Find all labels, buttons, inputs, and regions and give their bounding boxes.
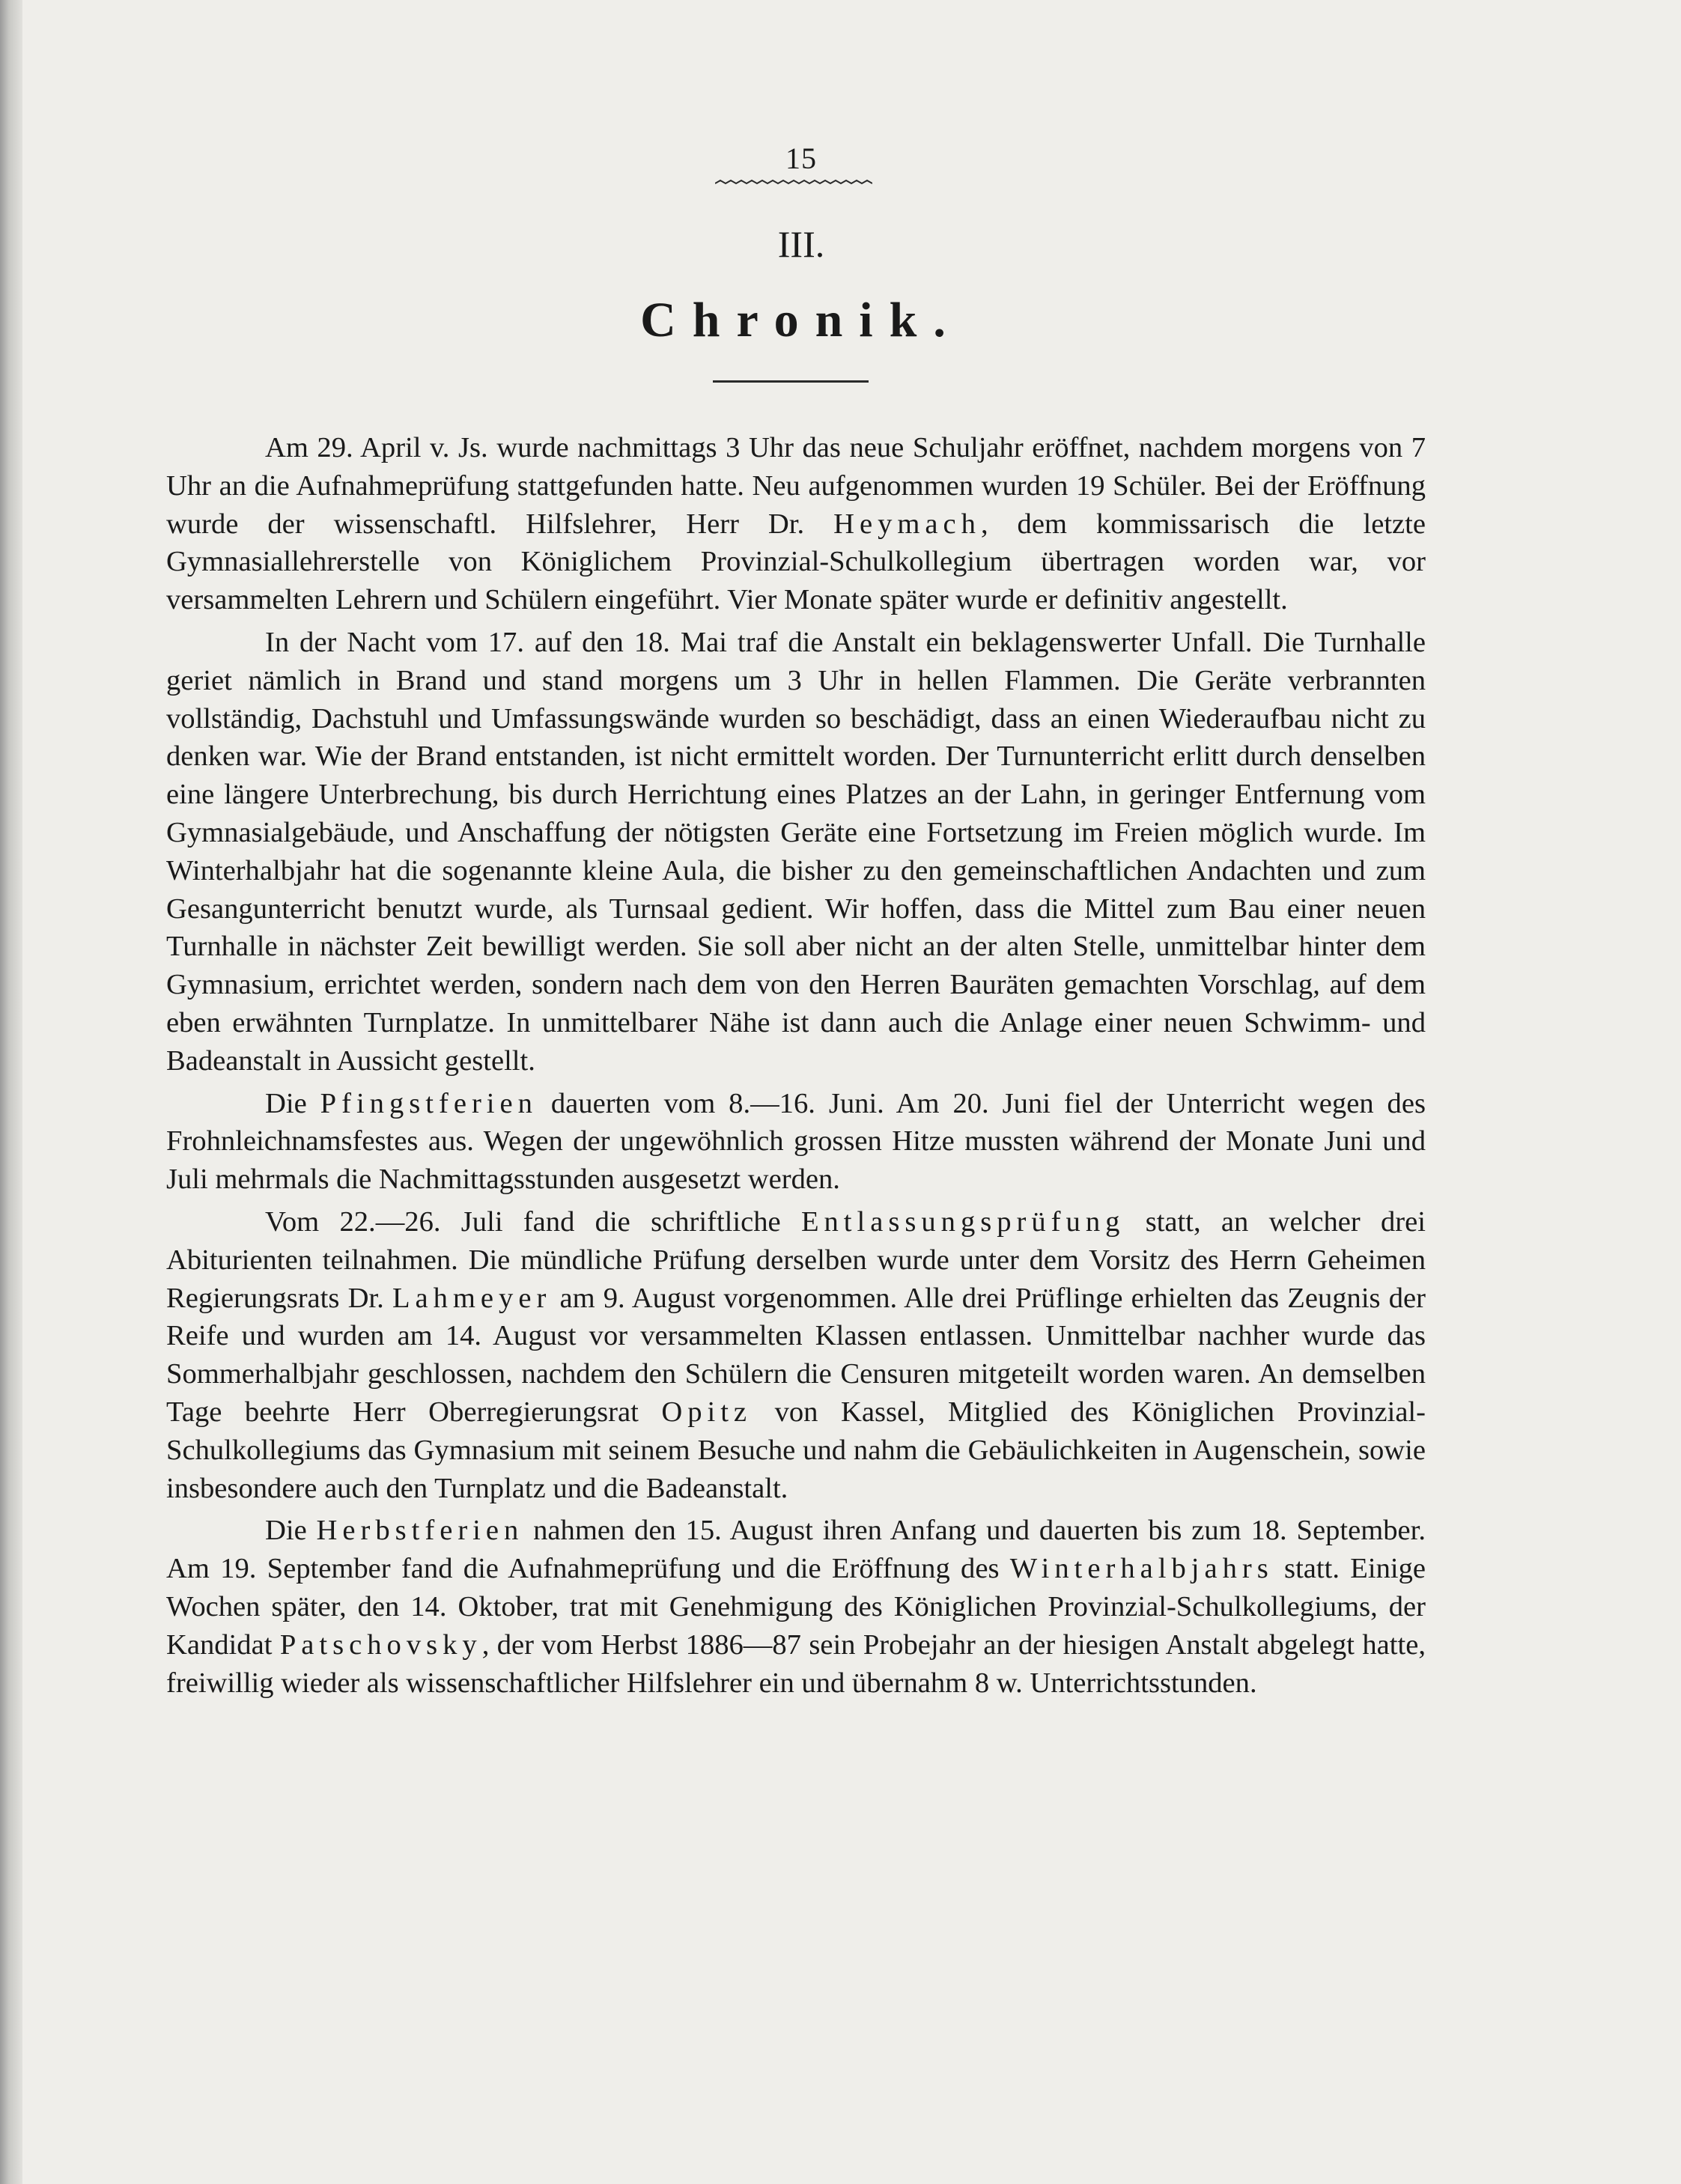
- paragraph-text: In der Nacht vom 17. auf den 18. Mai traf die Anstalt ein beklagenswerter Unfall. Die Turnhalle geriet nämlich in Brand und stand morgens um 3 Uhr in hellen Flammen. Die Geräte verbrannten vollständig, Dachstuhl und Umfassungswände wurden so beschädigt, dass an einen Wiederaufbau nicht zu denken war. Wie der Brand entstanden, ist nicht ermittelt worden. Der Turnunterricht erlitt durch denselben eine längere Unterbrechung, bis durch Herrichtung eines Platzes an der Lahn, in geringer Entfernung vom Gymnasialgebäude, und Anschaffung der nötigsten Geräte eine Fortsetzung im Freien möglich wurde. Im Winterhalbjahr hat die sogenannte kleine Aula, die bisher zu den gemeinschaftlichen Andachten und zum Gesangunterricht benutzt wurde, als Turnsaal gedient. Wir hoffen, dass die Mittel zum Bau einer neuen Turnhalle in nächster Zeit bewilligt werden. Sie soll aber nicht an der alten Stelle, unmittelbar hinter dem Gymnasium, errichtet werden, sondern nach dem von den Herren Bauräten gemachten Vorschlag, auf dem eben erwähnten Turnplatze. In unmittelbarer Nähe ist dann auch die Anlage einer neuen Schwimm- und Badeanstalt in Aussicht gestellt.: [166, 626, 1426, 1077]
- spaced-emphasis-text: Herbstferien: [316, 1515, 524, 1547]
- spaced-emphasis-text: Patschovsky: [279, 1628, 482, 1661]
- paragraph-text: dauerten vom 8.—16. Juni. Am 20. Juni fiel der Unterricht wegen des Frohnleichnamsfestes aus. Wegen der ungewöhnlich grossen Hitze mussten während der Monate Juni und Juli mehrmals die Nachmittagsstunden ausgesetzt werden.: [166, 1087, 1426, 1196]
- page-number: 15: [785, 142, 817, 175]
- spaced-emphasis-text: Heymach: [833, 508, 981, 540]
- paragraph-text: am 9. August vorgenommen. Alle drei Prüflinge erhielten das Zeugnis der Reife und wurden am 14. August vor versammelten Klassen entlassen. Unmittelbar nachher wurde das Sommerhalbjahr geschlossen, nachdem den Schülern die Censuren mitgeteilt worden waren. An demselben Tage beehrte Herr Oberregierungsrat: [166, 1282, 1426, 1428]
- paragraph: [166, 1085, 1426, 1199]
- paragraph-text: statt, an welcher drei Abiturienten teilnahmen. Die mündliche Prüfung derselben wurde unter dem Vorsitz des Herrn Geheimen Regierungsrats Dr.: [166, 1205, 1426, 1314]
- spaced-emphasis-text: Entlassungsprüfung: [800, 1205, 1125, 1238]
- binding-gutter-shadow: [0, 0, 22, 2184]
- paragraph: [166, 429, 1426, 619]
- paragraph-text: Die: [265, 1087, 320, 1119]
- paragraph-text: Am 29. April v. Js. wurde nachmittags 3 Uhr das neue Schuljahr eröffnet, nachdem morgens von 7 Uhr an die Aufnahmeprüfung stattgefunden hatte. Neu aufgenommen wurden 19 Schüler. Bei der Eröffnung wurde der wissenschaftl. Hilfslehrer, Herr Dr.: [166, 432, 1426, 540]
- paragraph-text: Die: [265, 1515, 317, 1547]
- paragraph-text: statt. Einige Wochen später, den 14. Oktober, trat mit Genehmigung des Königlichen Provinzial-Schulkollegiums, der Kandidat: [166, 1553, 1426, 1661]
- paragraph-text: von Kassel, Mitglied des Königlichen Provinzial-Schulkollegiums das Gymnasium mit seinem Besuche und nahm die Gebäulichkeiten in Augenschein, sowie insbesondere auch den Turnplatz und die Badeanstalt.: [166, 1396, 1426, 1504]
- paragraph-text: nahmen den 15. August ihren Anfang und dauerten bis zum 18. September. Am 19. September fand die Aufnahmeprüfung und die Eröffnung des: [166, 1515, 1426, 1585]
- paragraph-text: , dem kommissarisch die letzte Gymnasiallehrerstelle von Königlichem Provinzial-Schulkollegium übertragen worden war, vor versammelten Lehrern und Schülern eingeführt. Vier Monate später wurde er definitiv angestellt.: [166, 508, 1426, 616]
- spaced-emphasis-text: Opitz: [661, 1396, 753, 1428]
- paragraph-text: Vom 22.—26. Juli fand die schriftliche: [265, 1205, 801, 1238]
- section-number: III.: [777, 223, 825, 265]
- spaced-emphasis-text: Pfingstferien: [320, 1087, 538, 1119]
- spaced-emphasis-text: Lahmeyer: [392, 1282, 552, 1314]
- body-text: [166, 429, 1426, 1702]
- spaced-emphasis-text: Winterhalbjahrs: [1009, 1553, 1274, 1585]
- page-number-wavy-rule: [715, 178, 872, 189]
- title-rule: [713, 380, 869, 383]
- paragraph-text: , der vom Herbst 1886—87 sein Probejahr an der hiesigen Anstalt abgelegt hatte, freiwillig wieder als wissenschaftlicher Hilfslehrer ein und übernahm 8 w. Unterrichtsstunden.: [166, 1628, 1426, 1699]
- paragraph: [166, 1203, 1426, 1507]
- paragraph: [166, 624, 1426, 1080]
- paragraph: [166, 1512, 1426, 1702]
- section-title: Chronik.: [640, 293, 962, 347]
